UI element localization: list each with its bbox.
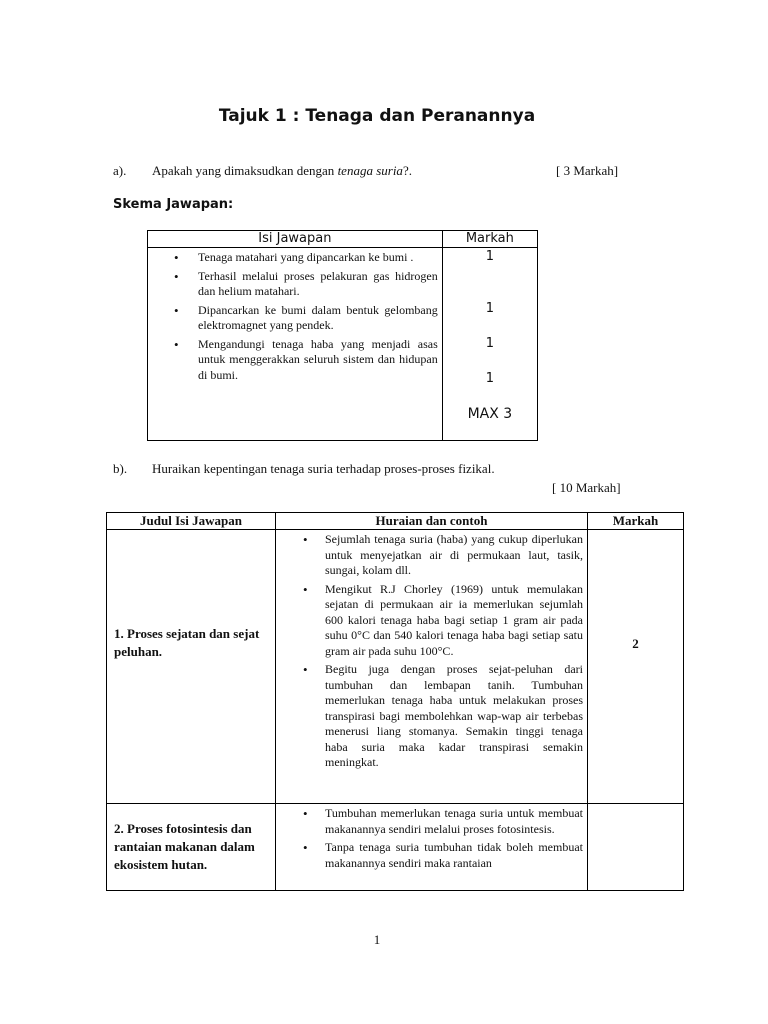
answer-points-cell: [148, 248, 443, 441]
page-number: 1: [373, 932, 381, 947]
list-item: • Mengandungi tenaga haba yang menjadi asas untuk menggerakkan seluruh sistem dan hidupan di bumi.: [198, 337, 438, 384]
max-mark: MAX 3: [467, 406, 513, 422]
judul-cell: 1. Proses sejatan dan sejat peluhan.: [107, 530, 276, 804]
list-item: • Dipancarkan ke bumi dalam bentuk gelombang elektromagnet yang pendek.: [198, 303, 438, 334]
question-a-text-italic: tenaga suria: [337, 163, 403, 178]
mark-value: 1: [485, 249, 495, 264]
table-header-row: [107, 513, 684, 530]
mark-value: 1: [485, 336, 495, 351]
markah-cell: [588, 804, 684, 891]
mark-value: 1: [485, 371, 495, 386]
header-judul: Judul Isi Jawapan: [107, 513, 276, 530]
huraian-cell: [276, 804, 588, 891]
explanation-table: [106, 512, 684, 891]
header-isi-jawapan: Isi Jawapan: [148, 231, 443, 248]
table-row: [148, 248, 538, 441]
marks-column: [443, 248, 537, 440]
list-item: • Tanpa tenaga suria tumbuhan tidak boleh membuat makanannya sendiri maka rantaian: [325, 840, 583, 871]
question-b-marks: [ 10 Markah]: [552, 480, 621, 495]
page-title: Tajuk 1 : Tenaga dan Peranannya: [218, 106, 536, 126]
judul-cell: 2. Proses fotosintesis dan rantaian makanan dalam ekosistem hutan.: [107, 804, 276, 891]
question-a-marks: [ 3 Markah]: [556, 163, 619, 178]
mark-value: 1: [485, 301, 495, 316]
table-header-row: [148, 231, 538, 248]
header-markah: Markah: [442, 231, 537, 248]
question-a-text-end: ?.: [402, 163, 412, 178]
answer-scheme-table: [147, 230, 538, 441]
huraian-list: [276, 530, 587, 771]
question-b-text: Huraikan kepentingan tenaga suria terhadap proses-proses fizikal.: [152, 461, 495, 476]
table-row: [107, 530, 684, 804]
huraian-cell: [276, 530, 588, 804]
marks-cell: [442, 248, 537, 441]
question-a-text-start: Apakah yang dimaksudkan dengan: [152, 163, 338, 178]
table-row: [107, 804, 684, 891]
list-item: • Tenaga matahari yang dipancarkan ke bumi .: [198, 250, 438, 266]
list-item: • Terhasil melalui proses pelakuran gas hidrogen dan helium matahari.: [198, 269, 438, 300]
list-item: • Mengikut R.J Chorley (1969) untuk memulakan sejatan di permukaan air ia memerlukan sejumlah 600 kalori tenaga haba bagi setiap 1 gram air pada suhu 0°C dan 540 kalori tenaga haba bagi setiap satu gram air pada suhu 100°C.: [325, 582, 583, 660]
skema-label: Skema Jawapan:: [113, 197, 234, 212]
question-b-label: b).: [113, 461, 128, 476]
list-item: • Sejumlah tenaga suria (haba) yang cukup diperlukan untuk menyejatkan air di permukaan laut, tasik, sungai, kolam dll.: [325, 532, 583, 579]
question-a-label: a).: [113, 163, 127, 178]
huraian-list: [276, 804, 587, 871]
markah-cell: 2: [588, 530, 684, 804]
header-markah: Markah: [588, 513, 684, 530]
answer-points-list: [148, 248, 442, 383]
list-item: • Begitu juga dengan proses sejat-peluhan dari tumbuhan dan lembapan tanih. Tumbuhan memerlukan tenaga haba untuk melakukan proses transpirasi bagi membolehkan wap-wap air terbebas menerusi liang stomanya. Semakin tinggi tenaga haba suria maka kadar transpirasi semakin meningkat.: [325, 662, 583, 771]
question-a-text: [152, 163, 412, 179]
header-huraian: Huraian dan contoh: [276, 513, 588, 530]
list-item: • Tumbuhan memerlukan tenaga suria untuk membuat makanannya sendiri melalui proses fotosintesis.: [325, 806, 583, 837]
